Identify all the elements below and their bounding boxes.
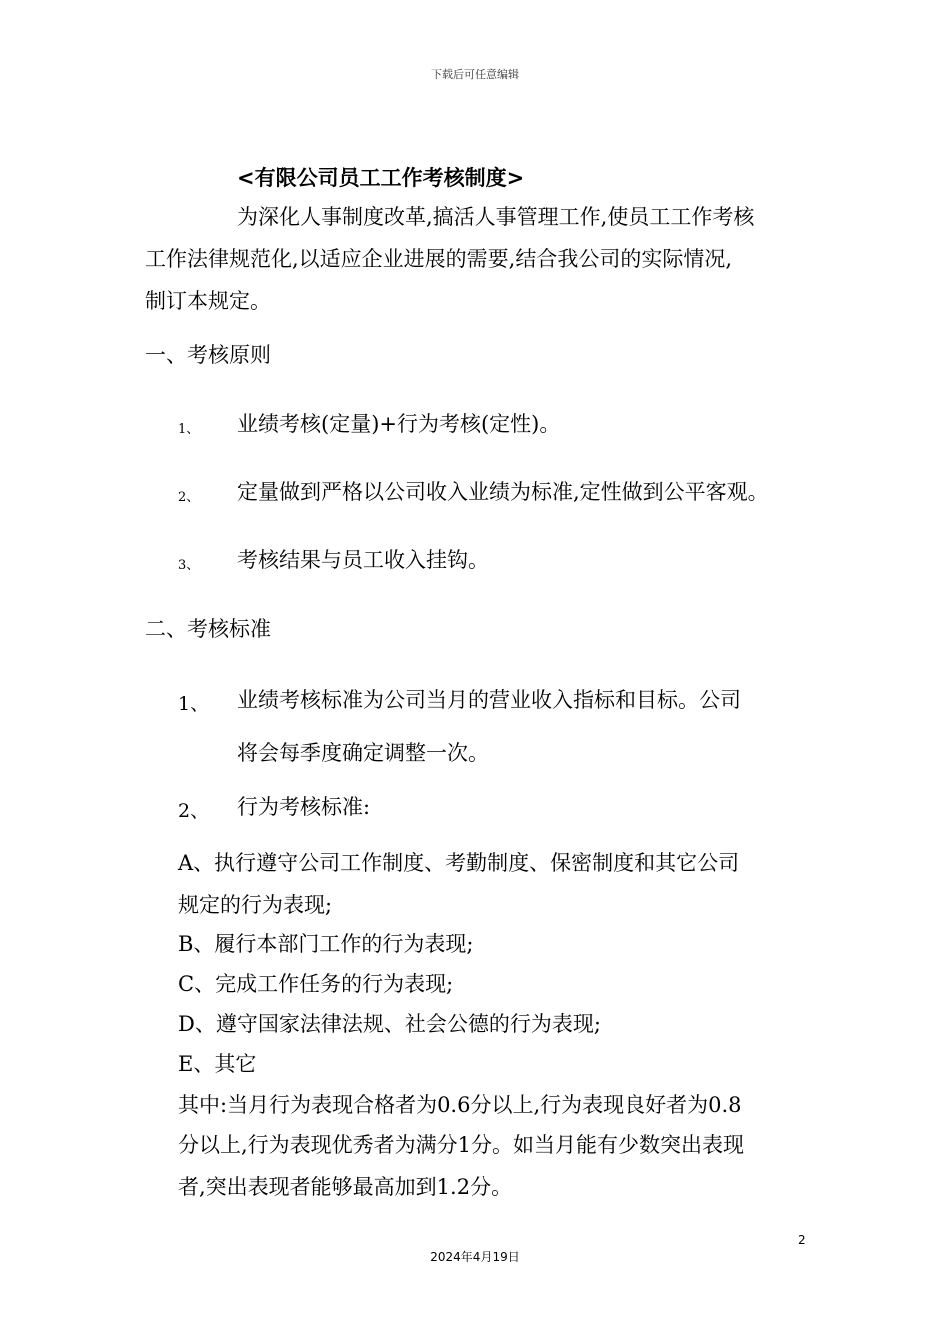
standard-text-2: 行为考核标准:: [237, 795, 371, 819]
intro-line-3: 制订本规定。: [145, 289, 271, 313]
principle-number-2: 2、: [178, 490, 200, 505]
criterion-a-line-2: 规定的行为表现;: [178, 893, 333, 917]
page-number: 2: [798, 1233, 806, 1247]
scoring-note-line-1: 其中:当月行为表现合格者为0.6分以上,行为表现良好者为0.8: [178, 1093, 742, 1117]
section-heading-principles: 一、考核原则: [145, 343, 271, 367]
criterion-d: D、遵守国家法律法规、社会公德的行为表现;: [178, 1012, 601, 1036]
principle-text-3: 考核结果与员工收入挂钩。: [237, 548, 489, 572]
standard-text-1: 业绩考核标准为公司当月的营业收入指标和目标。公司: [237, 688, 741, 712]
principle-number-1: 1、: [178, 422, 200, 437]
criterion-c: C、完成工作任务的行为表现;: [178, 972, 454, 996]
principle-text-1: 业绩考核(定量)+行为考核(定性)。: [237, 412, 561, 436]
standard-number-1: 1、: [178, 693, 210, 715]
standard-text-1-cont: 将会每季度确定调整一次。: [237, 741, 489, 765]
criterion-a-line-1: A、执行遵守公司工作制度、考勤制度、保密制度和其它公司: [178, 851, 740, 875]
standard-number-2: 2、: [178, 800, 210, 822]
header-note: 下载后可任意编辑: [431, 68, 519, 81]
footer-date: 2024年4月19日: [430, 1250, 520, 1264]
section-heading-standards: 二、考核标准: [145, 617, 271, 641]
intro-line-1: 为深化人事制度改革,搞活人事管理工作,使员工工作考核: [237, 205, 755, 229]
principle-text-2: 定量做到严格以公司收入业绩为标准,定性做到公平客观。: [237, 480, 769, 504]
criterion-b: B、履行本部门工作的行为表现;: [178, 932, 474, 956]
principle-number-3: 3、: [178, 558, 200, 573]
document-title: <有限公司员工工作考核制度>: [237, 166, 525, 190]
scoring-note-line-2: 分以上,行为表现优秀者为满分1分。如当月能有少数突出表现: [178, 1133, 745, 1157]
intro-line-2: 工作法律规范化,以适应企业进展的需要,结合我公司的实际情况,: [145, 247, 733, 271]
scoring-note-line-3: 者,突出表现者能够最高加到1.2分。: [178, 1175, 513, 1199]
criterion-e: E、其它: [178, 1052, 257, 1076]
